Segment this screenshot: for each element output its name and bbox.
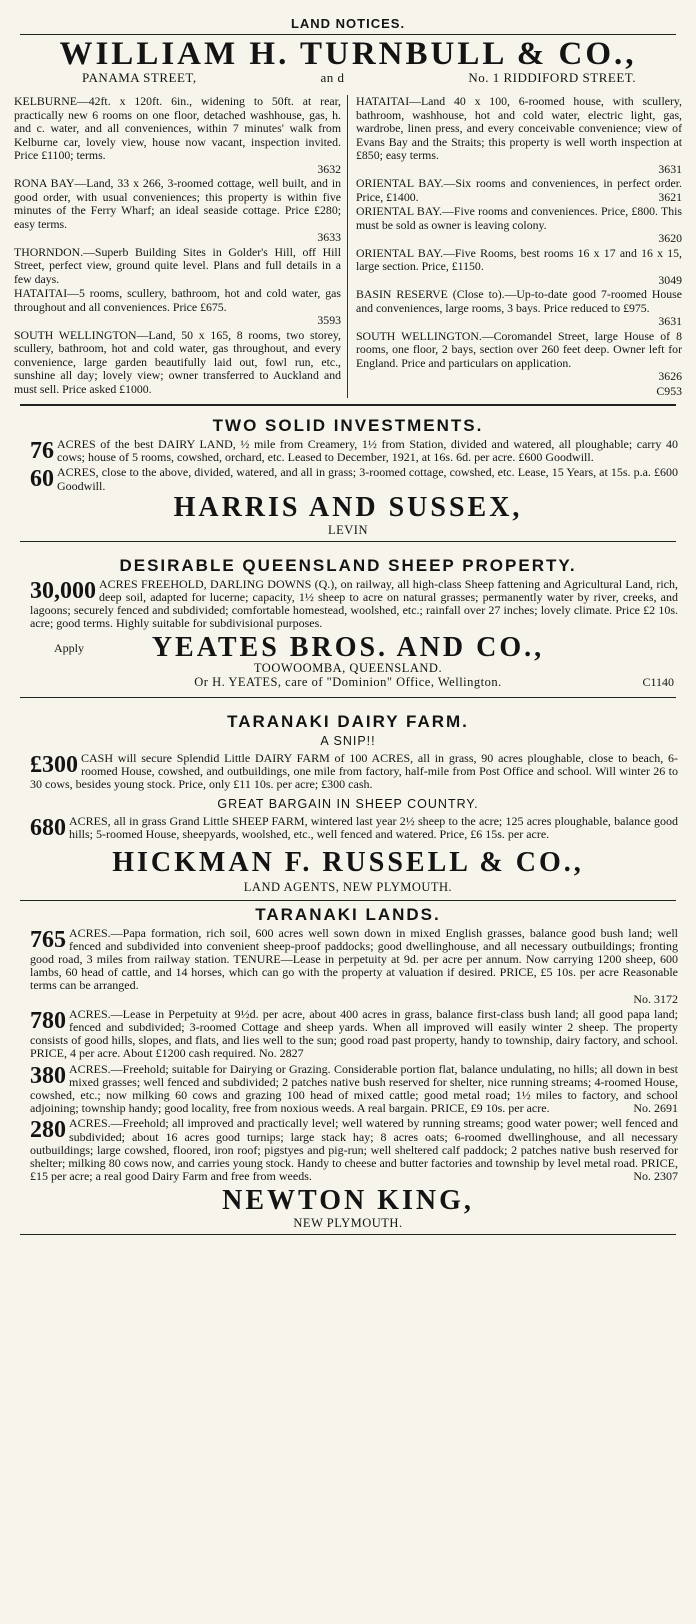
price-number: £300 <box>30 751 78 778</box>
acre-number: 30,000 <box>30 577 96 604</box>
turnbull-ad <box>10 37 686 398</box>
listing: 765 ACRES.—Papa formation, rich soil, 600 acres well sown down in mixed English grasses, balance good bush land; well fenced and subdivided into convenient sheep-proof paddocks; good dwellinghouse, and all necessary outbuildings; fronting good road, 3 miles from railway station. TENURE—Lease in perpetuity at 9d. per acre per annum. Now carrying 1200 sheep, 600 lambs, 60 head of cattle, and 14 horses, which can go with the property at valuation if desired. PRICE, £5 10s. per acre Reasonable terms can be arranged. No. 3172 <box>30 925 678 1006</box>
acre-number: 780 <box>30 1007 66 1034</box>
acre-number: 765 <box>30 926 66 953</box>
ad-code: C1140 <box>642 674 674 689</box>
listing: 280 ACRES.—Freehold; all improved and practically level; well watered by running streams; good water power; well fenced and subdivided; about 16 acres good turnips; large stack hay; 8 acres oats; 6-roomed dwellinghouse, and all necessary outbuildings; large cowshed, floored, iron roof; pigstyes and pig-run; well sheltered calf paddock; 2 patches native bush reserved for shelter; milking 80 cows now, and carries young stock. Handy to cheese and butter factories and township by level metal road. PRICE, £15 per acre; a real good Dairy Farm and free from weeds. No. 2307 <box>30 1116 678 1184</box>
snip-label: A SNIP!! <box>320 733 376 748</box>
acre-number: 380 <box>30 1062 66 1089</box>
divider <box>20 1234 676 1235</box>
listing: RONA BAY—Land, 33 x 266, 3-roomed cottage, well built, and in good order, with usual conveniences; this property is within five minutes of the Ferry Wharf; an ideal seaside cottage. Price £280; easy terms. 3633 <box>14 176 341 244</box>
listing: £300 CASH will secure Splendid Little DAIRY FARM of 100 ACRES, all in grass, 90 acres ploughable, close to beach, 6-roomed House, cowshed, and outbuildings, one mile from factory, half-mile from Post Office and school. Will winter 26 to 30 cows, besides young stock. Price, only £11 10s. per acre; £300 cash. <box>30 750 678 792</box>
listing: HATAITAI—5 rooms, scullery, bathroom, hot and cold water, gas throughout and all conveniences. Price £675. 3593 <box>14 286 341 327</box>
address-left: PANAMA STREET, <box>82 70 197 85</box>
king-firm-name: NEWTON KING, <box>222 1184 474 1216</box>
yeates-place: TOOWOOMBA, QUEENSLAND. <box>253 660 443 675</box>
listing: BASIN RESERVE (Close to).—Up-to-date good 7-roomed House and conveniences, large rooms, 3 bays. Price reduced to £975. 3631 <box>356 287 682 328</box>
section-title: TARANAKI LANDS. <box>255 904 441 924</box>
divider <box>20 541 676 542</box>
listing: ORIENTAL BAY.—Six rooms and conveniences, in perfect order. Price, £1400. 3621 <box>356 176 682 204</box>
acre-number: 680 <box>30 815 66 842</box>
listing: SOUTH WELLINGTON—Land, 50 x 165, 8 rooms, two storey, scullery, bathroom, hot and cold water, gas throughout, and every convenience, large garden beautifully laid out, fowl run, etc., sunshine all day; lovely view; owner transferred to Auckland and must sell. Price asked £1000. <box>14 327 341 396</box>
russell-ad <box>10 712 686 894</box>
newspaper-page <box>10 0 686 1624</box>
yeates-firm-row <box>10 633 686 661</box>
turnbull-left-column <box>10 95 348 398</box>
listing: 780 ACRES.—Lease in Perpetuity at 9½d. per acre, about 400 acres in grass, balance first-class bush land; all good papa land; fenced and subdivided; 3-roomed Cottage and sheep yards. When all improved will easily winter 2 sheep. The property consists of good hills, slopes, and flats, and lies well to the sun; good road past property, handy to township, dairy factory, and school. PRICE, 4 per acre. About £1200 cash required. No. 2827 <box>30 1006 678 1061</box>
listing: ORIENTAL BAY.—Five rooms and conveniences. Price, £800. This must be sold as owner is leaving colony. 3620 <box>356 204 682 245</box>
yeates-or: Or H. YEATES, care of "Dominion" Office, Wellington. <box>194 674 502 689</box>
king-place: NEW PLYMOUTH. <box>293 1215 403 1230</box>
yeates-or-row <box>10 675 686 689</box>
listing: SOUTH WELLINGTON.—Coromandel Street, large House of 8 rooms, one floor, 2 bays, section over 260 feet deep. Owner left for England. Price and particulars on application. 3626 <box>356 328 682 383</box>
turnbull-columns <box>10 95 686 398</box>
listing: THORNDON.—Superb Building Sites in Golder's Hill, off Hill Street, perfect view, ground quite level. Plans and full details in a few days. <box>14 244 341 286</box>
yeates-ad <box>10 556 686 689</box>
harris-firm-name: HARRIS AND SUSSEX, <box>173 491 523 523</box>
turnbull-right-column <box>348 95 686 398</box>
listing: 60 ACRES, close to the above, divided, watered, and all in grass; 3-roomed cottage, cowshed, etc. Lease, 15 Years, at 15s. p.a. £600 Goodwill. <box>30 465 678 493</box>
listing: KELBURNE—42ft. x 120ft. 6in., widening to 50ft. at rear, practically new 6 rooms on one floor, detached washhouse, gas, h. and c. water, and all conveniences, within 7 minutes' walk from Kelburne car, lovely view, house now vacant, inspection invited. Price £1100; terms. 3632 <box>14 94 341 176</box>
section-title: TARANAKI DAIRY FARM. <box>227 711 469 731</box>
page-header: LAND NOTICES. <box>290 16 406 31</box>
divider <box>20 697 676 698</box>
bargain-heading: GREAT BARGAIN IN SHEEP COUNTRY. <box>217 797 479 812</box>
acre-number: 280 <box>30 1117 66 1144</box>
ad-code: C953 <box>656 383 682 398</box>
listing: 380 ACRES.—Freehold; suitable for Dairying or Grazing. Considerable portion flat, balance undulating, no hills; all down in best mixed grasses; well fenced and subdivided; 2 patches native bush reserved for shelter, nice running streams; 4-roomed House, cowshed, etc.; now milking 60 cows and grazing 100 head of mixed cattle; good metal road; 1½ miles to factory, and school adjoining; township handy; good locality, free from noxious weeds. A real bargain. PRICE, £9 10s. per acre. No. 2691 <box>30 1061 678 1116</box>
acre-number: 76 <box>30 438 54 464</box>
harris-ad <box>10 416 686 537</box>
harris-place: LEVIN <box>328 522 368 537</box>
yeates-firm-name: YEATES BROS. AND CO., <box>151 631 545 663</box>
divider <box>20 404 676 406</box>
turnbull-address <box>82 71 636 85</box>
turnbull-firm-name: WILLIAM H. TURNBULL & CO., <box>59 36 637 72</box>
address-mid: an d <box>320 70 345 85</box>
listing: 76 ACRES of the best DAIRY LAND, ½ mile from Creamery, 1½ from Station, divided and watered, all ploughable; carry 40 cows; house of 5 rooms, cowshed, orchard, etc. Leased to December, 1921, at 16s. 6d. per acre. £600 Goodwill. <box>30 437 678 465</box>
russell-firm-name: HICKMAN F. RUSSELL & CO., <box>112 846 584 878</box>
listing: 30,000 ACRES FREEHOLD, DARLING DOWNS (Q.), on railway, all high-class Sheep fattening and Agricultural Land, rich, deep soil, adapted for lucerne; capacity, 1½ sheep to acre on natural grasses; permanently water by river, creeks, and lagoons; securely fenced and subdivided; comfortable homestead, woolshed, etc.; rainfall over 27 inches; lovely climate. Price £2 10s. acre; good terms. Highly suitable for subdivisional purposes. <box>30 576 678 631</box>
section-title: TWO SOLID INVESTMENTS. <box>212 416 484 435</box>
listing: HATAITAI—Land 40 x 100, 6-roomed house, with scullery, bathroom, washhouse, hot and cold water, electric light, gas, wardrobe, linen press, and every conceivable convenience; view of Evans Bay and the Straits; this property is well worth inspection at £850; easy terms. 3631 <box>356 94 682 176</box>
listing: 680 ACRES, all in grass Grand Little SHEEP FARM, wintered last year 2½ sheep to the acre; 125 acres ploughable, balance good hills; 5-roomed House, sheepyards, woolshed, etc., well fenced and watered. Price, £6 15s. per acre. <box>30 814 678 842</box>
listing: ORIENTAL BAY.—Five Rooms, best rooms 16 x 17 and 16 x 15, large section. Price, £1150. 3049 <box>356 245 682 287</box>
section-title: DESIRABLE QUEENSLAND SHEEP PROPERTY. <box>119 555 577 575</box>
russell-place: LAND AGENTS, NEW PLYMOUTH. <box>243 879 453 894</box>
divider <box>20 900 676 901</box>
address-right: No. 1 RIDDIFORD STREET. <box>468 70 636 85</box>
king-ad <box>10 905 686 1230</box>
divider <box>20 34 676 35</box>
apply-label: Apply <box>54 640 84 655</box>
acre-number: 60 <box>30 466 54 493</box>
